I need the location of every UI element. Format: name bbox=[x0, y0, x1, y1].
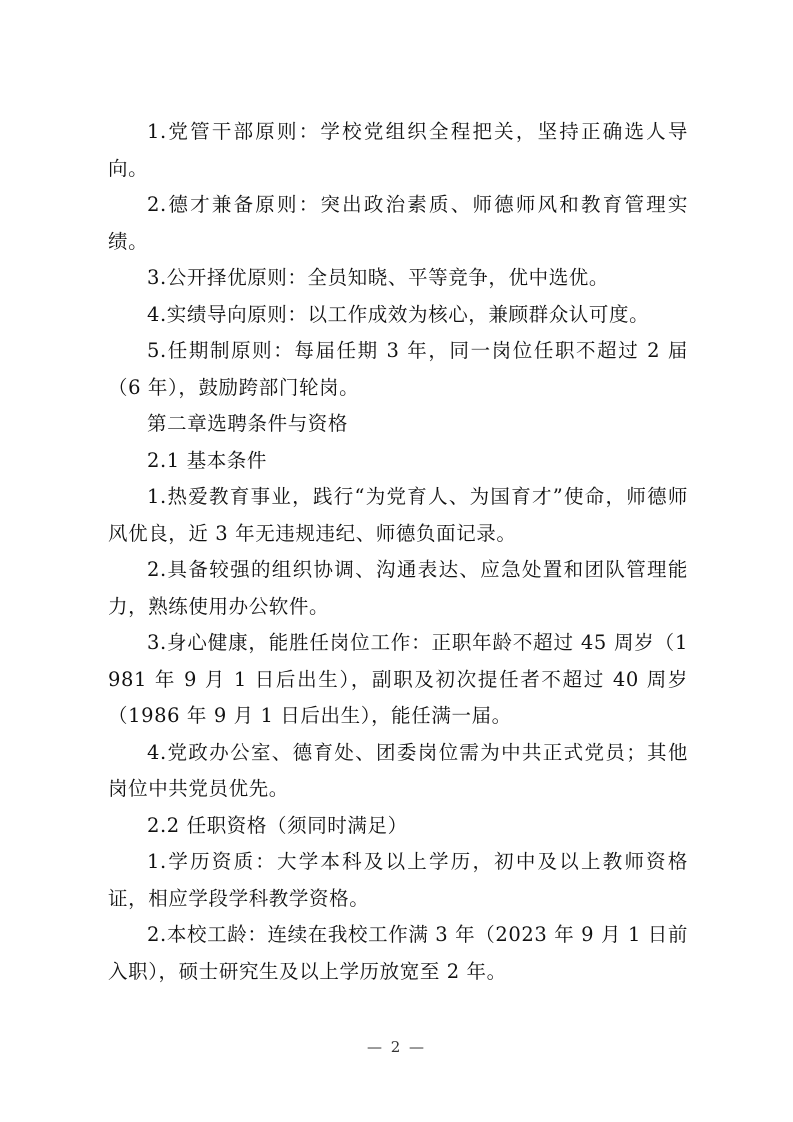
section-heading-basic-conditions: 2.1 基本条件 bbox=[147, 448, 268, 472]
paragraph-principle-1: 1.党管干部原则：学校党组织全程把关，坚持正确选人导向。 bbox=[108, 120, 688, 180]
paragraph-condition-2: 2.具备较强的组织协调、沟通表达、应急处置和团队管理能力，熟练使用办公软件。 bbox=[108, 558, 688, 618]
paragraph-condition-3: 3.身心健康，能胜任岗位工作：正职年龄不超过 45 周岁（1981 年 9 月 1 日后出生），副职及初次提任者不超过 40 周岁（1986 年 9 月 1 日后出生），能任满一届。 bbox=[108, 631, 688, 727]
paragraph-principle-5: 5.任期制原则：每届任期 3 年，同一岗位任职不超过 2 届（6 年），鼓励跨部门轮岗。 bbox=[108, 339, 688, 399]
paragraph-condition-4: 4.党政办公室、德育处、团委岗位需为中共正式党员；其他岗位中共党员优先。 bbox=[108, 740, 688, 800]
paragraph-qualification-1: 1.学历资质：大学本科及以上学历，初中及以上教师资格证，相应学段学科教学资格。 bbox=[108, 850, 688, 910]
document-body bbox=[108, 114, 688, 990]
section-heading-qualifications: 2.2 任职资格（须同时满足） bbox=[147, 813, 408, 837]
page-number: — 2 — bbox=[366, 1038, 427, 1056]
paragraph-qualification-2: 2.本校工龄：连续在我校工作满 3 年（2023 年 9 月 1 日前入职），硕士研究生及以上学历放宽至 2 年。 bbox=[108, 923, 688, 983]
chapter-heading: 第二章选聘条件与资格 bbox=[147, 412, 349, 435]
paragraph-principle-3: 3.公开择优原则：全员知晓、平等竞争，优中选优。 bbox=[147, 266, 610, 289]
paragraph-principle-2: 2.德才兼备原则：突出政治素质、师德师风和教育管理实绩。 bbox=[108, 193, 688, 253]
paragraph-condition-1: 1.热爱教育事业，践行“为党育人、为国育才”使命，师德师风优良，近 3 年无违规违纪、师德负面记录。 bbox=[108, 485, 688, 545]
paragraph-principle-4: 4.实绩导向原则：以工作成效为核心，兼顾群众认可度。 bbox=[147, 302, 650, 326]
